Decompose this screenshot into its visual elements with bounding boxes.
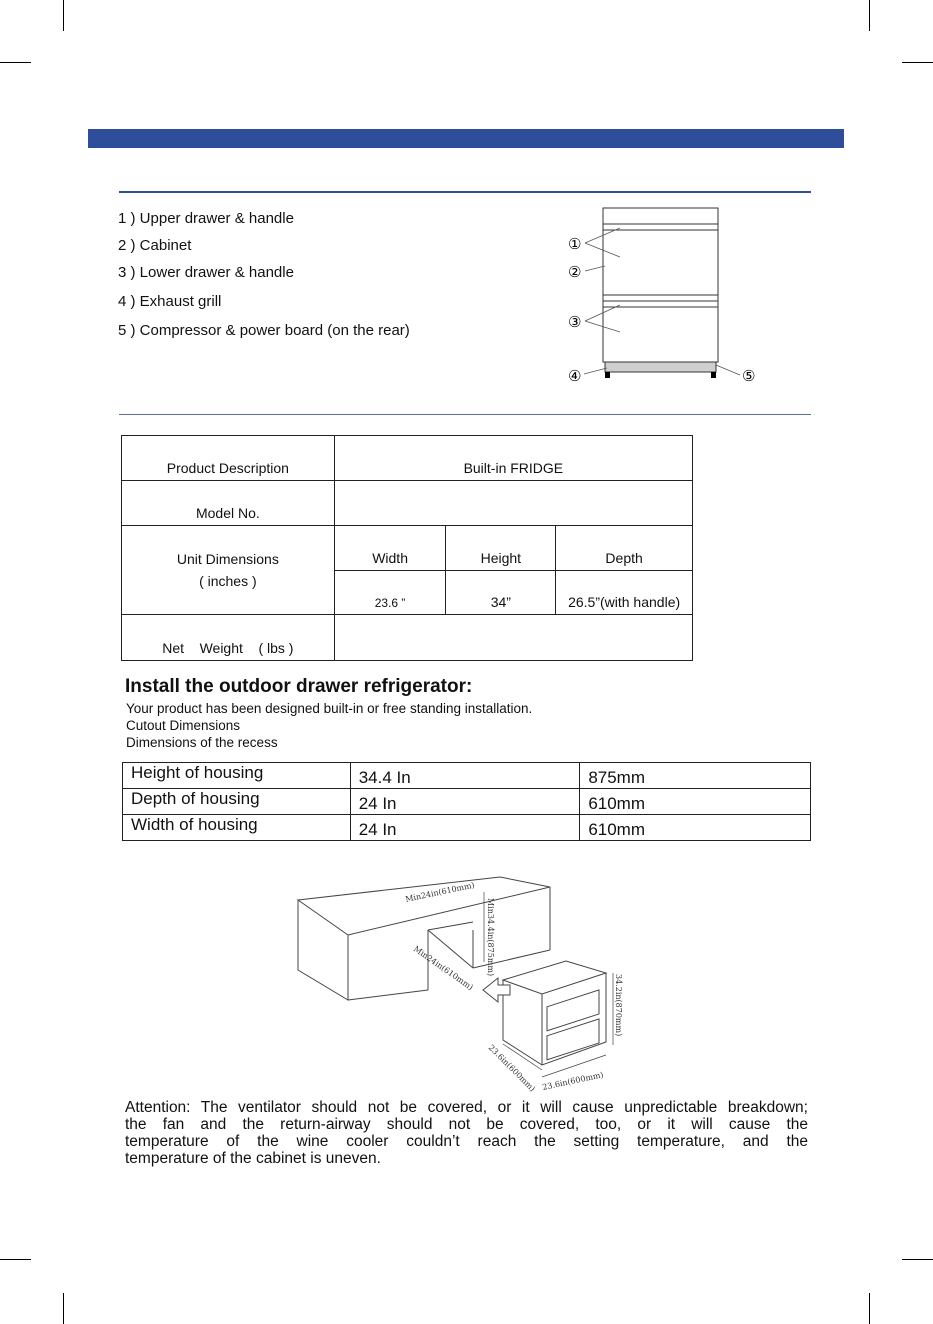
section-rule — [119, 191, 811, 193]
width-value: 23.6 ” — [334, 571, 446, 615]
model-value — [334, 481, 692, 526]
height-value: 34” — [446, 571, 556, 615]
diagram-label-depth: Min24in(610mm) — [411, 944, 475, 993]
fridge-front-diagram — [560, 200, 770, 390]
diagram-label-height: Min34.4in(875mm) — [486, 898, 495, 977]
cutout-mm: 610mm — [580, 789, 811, 815]
crop-mark — [869, 0, 870, 31]
depth-label: Depth — [556, 526, 693, 571]
attention-paragraph — [125, 1099, 808, 1167]
part-item: 5 ) Compressor & power board (on the rear) — [118, 322, 410, 339]
marker-1: ① — [568, 235, 582, 253]
model-label: Model No. — [122, 481, 335, 526]
crop-mark — [63, 1293, 64, 1324]
diagram-label-top: Min24in(610mm) — [404, 880, 476, 904]
cutout-table — [122, 762, 811, 841]
height-label: Height — [446, 526, 556, 571]
part-item: 3 ) Lower drawer & handle — [118, 264, 294, 281]
install-title: Install the outdoor drawer refrigerator: — [125, 676, 473, 697]
marker-5: ⑤ — [742, 367, 756, 385]
diagram-label-unit-width: 23.6in(600mm) — [541, 1070, 605, 1092]
cutout-label: Height of housing — [123, 763, 351, 789]
cutout-inches: 24 In — [350, 815, 580, 841]
crop-mark — [902, 62, 933, 63]
crop-mark — [0, 62, 31, 63]
product-label: Product Description — [122, 436, 335, 481]
marker-2: ② — [568, 263, 582, 281]
part-item: 4 ) Exhaust grill — [118, 293, 222, 310]
part-item: 2 ) Cabinet — [118, 237, 192, 254]
install-line: Dimensions of the recess — [126, 735, 278, 750]
crop-mark — [63, 0, 64, 31]
marker-4: ④ — [568, 367, 582, 385]
cutout-mm: 610mm — [580, 815, 811, 841]
attention-line: temperature of the wine cooler couldn’t reach the setting temperature, and the — [125, 1133, 808, 1150]
spec-table — [121, 435, 693, 661]
crop-mark — [869, 1293, 870, 1324]
crop-mark — [902, 1259, 933, 1260]
dims-label-text: Unit Dimensions — [176, 551, 279, 567]
install-line: Cutout Dimensions — [126, 718, 241, 733]
section-rule — [119, 414, 811, 415]
depth-value: 26.5”(with handle) — [556, 571, 693, 615]
dims-label — [122, 526, 335, 615]
crop-mark — [0, 1259, 31, 1260]
weight-value — [334, 615, 692, 661]
weight-label: Net Weight ( lbs ) — [122, 615, 335, 661]
diagram-label-unit-depth: 23.6in(600mm) — [486, 1043, 537, 1094]
installation-diagram — [288, 850, 628, 1095]
cutout-inches: 34.4 In — [350, 763, 580, 789]
attention-line: Attention: The ventilator should not be covered, or it will cause unpredictable breakdown; — [125, 1099, 808, 1116]
width-label: Width — [334, 526, 446, 571]
cutout-mm: 875mm — [580, 763, 811, 789]
product-value: Built-in FRIDGE — [334, 436, 692, 481]
marker-3: ③ — [568, 313, 582, 331]
attention-line: temperature of the cabinet is uneven. — [125, 1150, 381, 1167]
header-bar — [88, 129, 844, 148]
attention-line: the fan and the return-airway should not be covered, too, or it will cause the — [125, 1116, 808, 1133]
part-item: 1 ) Upper drawer & handle — [118, 210, 294, 227]
cutout-label: Depth of housing — [123, 789, 351, 815]
cutout-label: Width of housing — [123, 815, 351, 841]
diagram-label-unit-height: 34.2in(870mm) — [614, 974, 623, 1037]
dims-unit-text: ( inches ) — [199, 573, 257, 589]
cutout-inches: 24 In — [350, 789, 580, 815]
install-line: Your product has been designed built-in or free standing installation. — [126, 701, 533, 716]
